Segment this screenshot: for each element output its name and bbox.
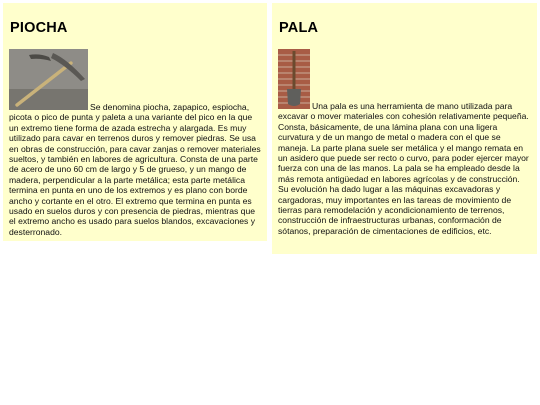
card-text: Una pala es una herramienta de mano utilizada para excavar o mover materiales con cohesión relativamente pequeña. Consta, básicamente, de una lámina plana con una ligera curvatura y de un mango de metal o madera con el que se maneja. La parte plana suele ser metálica y el mango remata en un asidero que puede ser recto o curvo, para poder ejercer mayor fuerza con una de las manos. La pala se ha empleado desde la más remota antigüedad en labores agrícolas y de construcción. Su evolución ha dado lugar a las máquinas excavadoras y cargadoras, muy importantes en las tareas de movimiento de tierras para remodelación y acondicionamiento de terrenos, construcción de infraestructuras urbanas, conformación de sótanos, preparación de cimentaciones de edificios, etc. [278, 101, 529, 236]
card-piocha [3, 3, 267, 241]
card-title: PALA [279, 20, 319, 36]
pickaxe-photo-icon [9, 49, 88, 110]
card-text-paragraph [9, 49, 262, 237]
card-pala [272, 3, 537, 254]
card-text-paragraph [278, 49, 532, 236]
card-text: Se denomina piocha, zapapico, espiocha, picota o pico de punta y paleta a una variante del pico en la que un extremo tiene forma de azada estrecha y alargada. Es muy utilizado para cavar en terrenos duros y remover piedras. Se usa en obras de construcción, para cavar zanjas o remover materiales sueltos, y también en labores de agricultura. Consta de una parte de acero de uno 60 cm de largo y 5 de grueso, y un mango de madera, perpendicular a la parte metálica; esta parte metálica termina en punta en uno de los extremos y es plano con borde ancho y cortante en el otro. El extremo que termina en punta es usado en suelos duros y con presencia de piedras, mientras que el extremo ancho es usado para suelos blandos, excavaciones y desterronado. [9, 102, 261, 237]
shovel-photo-icon [278, 49, 310, 109]
card-title: PIOCHA [10, 20, 68, 36]
